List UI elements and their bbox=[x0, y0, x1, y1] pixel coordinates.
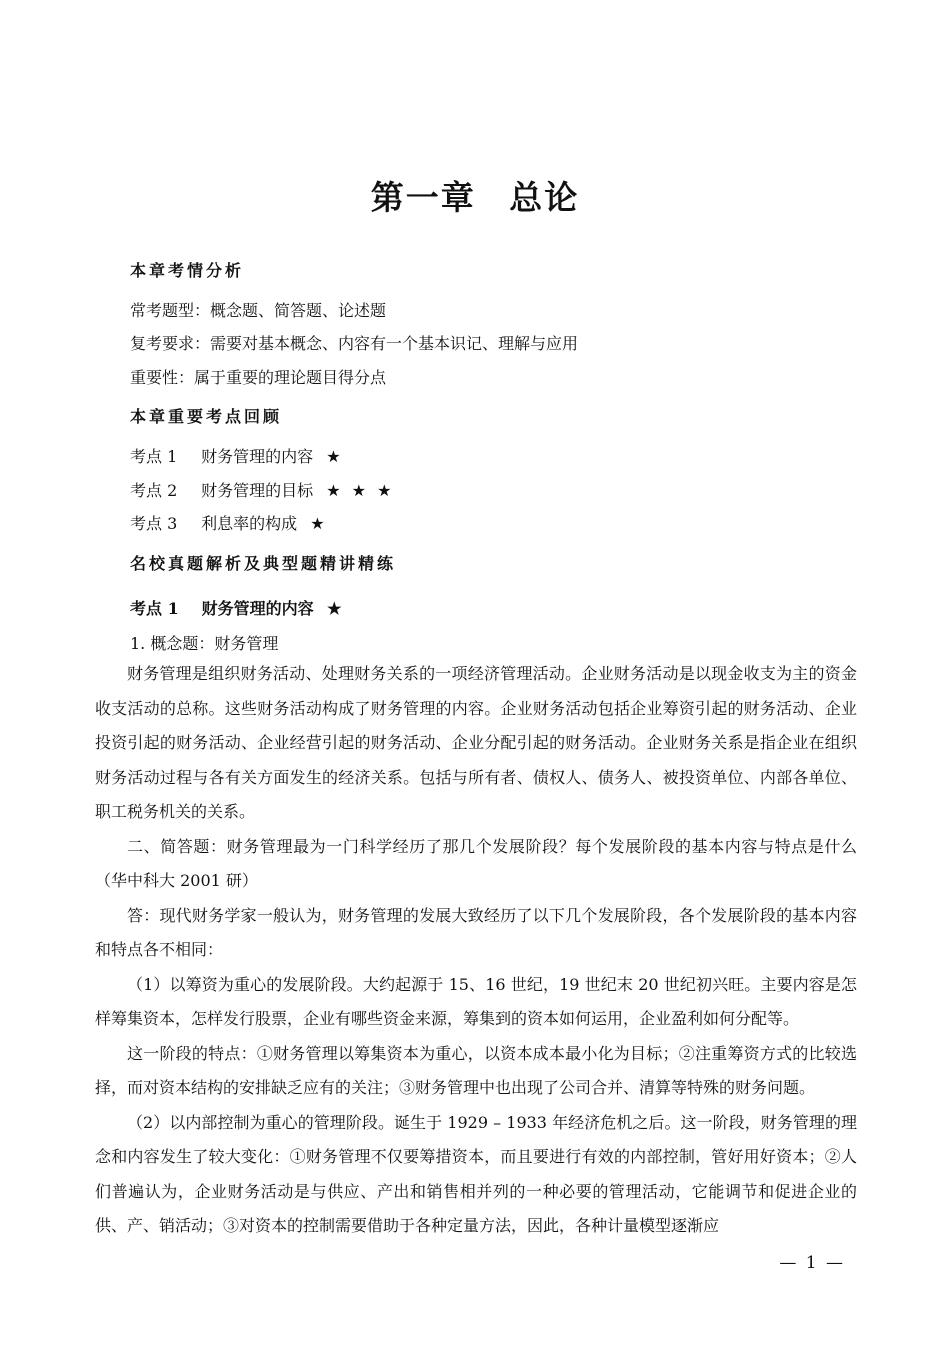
review-item-text: 利息率的构成 bbox=[201, 514, 298, 533]
analysis-line-2: 复考要求：需要对基本概念、内容有一个基本识记、理解与应用 bbox=[130, 334, 579, 353]
review-item-label: 考点 3 bbox=[130, 514, 178, 533]
paragraph-definition: 财务管理是组织财务活动、处理财务关系的一项经济管理活动。企业财务活动是以现金收支为主的资金收支活动的总称。这些财务活动构成了财务管理的内容。企业财务活动包括企业筹资引起的财务活动、企业投资引起的财务活动、企业经营引起的财务活动、企业分配引起的财务活动。企业财务关系是指企业在组织财务活动过程与各有关方面发生的经济关系。包括与所有者、债权人、债务人、被投资单位、内部各单位、职工税务机关的关系。 bbox=[95, 664, 857, 821]
section-heading-review: 本章重要考点回顾 bbox=[130, 407, 283, 426]
star-icon: ★ bbox=[326, 447, 344, 466]
chapter-title: 第一章 总论 bbox=[370, 178, 580, 217]
paragraph-stage-2: （2）以内部控制为重心的管理阶段。诞生于 1929 – 1933 年经济危机之后。这一阶段，财务管理的理念和内容发生了较大变化：①财务管理不仅要筹措资本，而且要进行有效的内部控制，管好用好资本；②人们普遍认为，企业财务活动是与供应、产出和销售相并列的一种必要的管理活动，它能调节和促进企业的供、产、销活动；③对资本的控制需要借助于各种定量方法，因此，各种计量模型逐渐应 bbox=[95, 1112, 857, 1235]
star-icon: ★ ★ ★ bbox=[326, 481, 395, 500]
review-item-text: 财务管理的内容 bbox=[201, 447, 314, 466]
review-item-3 bbox=[130, 511, 328, 534]
section-heading-analysis: 本章考情分析 bbox=[130, 261, 245, 280]
subheading-kaodian-1 bbox=[130, 596, 345, 619]
paragraph-stage-1-features: 这一阶段的特点：①财务管理以筹集资本为重心，以资本成本最小化为目标；②注重筹资方式的比较选择，而对资本结构的安排缺乏应有的关注；③财务管理中也出现了公司合并、清算等特殊的财务问题。 bbox=[95, 1043, 857, 1097]
paragraph-answer-intro: 答：现代财务学家一般认为，财务管理的发展大致经历了以下几个发展阶段，各个发展阶段的基本内容和特点各不相同： bbox=[95, 905, 857, 959]
review-item-text: 财务管理的目标 bbox=[201, 481, 314, 500]
star-icon: ★ bbox=[310, 514, 328, 533]
subheading-label: 考点 1 bbox=[130, 599, 179, 618]
review-item-label: 考点 1 bbox=[130, 447, 178, 466]
page-number: — 1 — bbox=[779, 1253, 845, 1273]
question-1-title: 1. 概念题：财务管理 bbox=[130, 634, 279, 653]
analysis-line-3: 重要性：属于重要的理论题目得分点 bbox=[130, 368, 387, 387]
review-item-2 bbox=[130, 478, 394, 501]
star-icon: ★ bbox=[327, 599, 345, 618]
review-item-1 bbox=[130, 444, 344, 467]
analysis-line-1: 常考题型：概念题、简答题、论述题 bbox=[130, 301, 387, 320]
paragraph-question-2: 二、简答题：财务管理最为一门科学经历了那几个发展阶段？每个发展阶段的基本内容与特点是什么（华中科大 2001 研） bbox=[95, 836, 857, 890]
section-heading-exam: 名校真题解析及典型题精讲精练 bbox=[130, 554, 397, 573]
paragraph-stage-1: （1）以筹资为重心的发展阶段。大约起源于 15、16 世纪，19 世纪末 20 世纪初兴旺。主要内容是怎样筹集资本，怎样发行股票，企业有哪些资金来源，筹集到的资本如何运用，企业盈利如何分配等。 bbox=[95, 974, 857, 1028]
review-item-label: 考点 2 bbox=[130, 481, 178, 500]
subheading-text: 财务管理的内容 bbox=[201, 599, 314, 618]
body-text bbox=[95, 657, 857, 1244]
